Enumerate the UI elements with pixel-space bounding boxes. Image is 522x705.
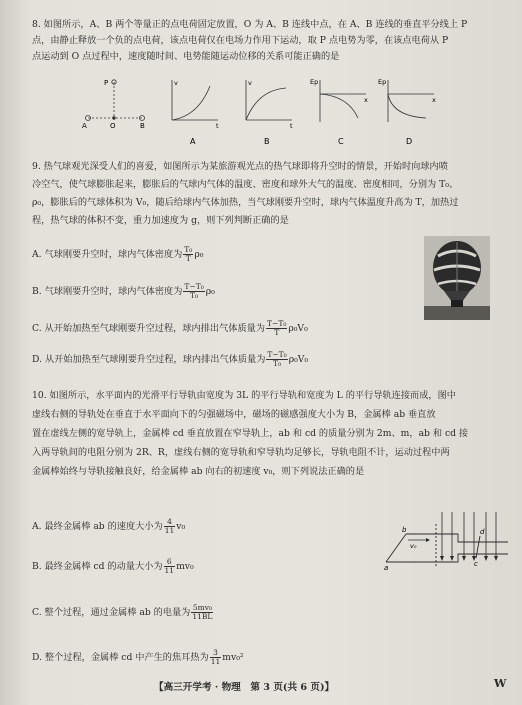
q10-option-c: C. 整个过程，通过金属棒 ab 的电量为 $\frac{\text{5mv₀}}{11BL}$ xyxy=(32,603,213,621)
label-p: P xyxy=(104,79,109,87)
graph-a xyxy=(172,80,218,120)
q10-line1: 10. 如图所示，水平面内的光滑平行导轨由宽度为 3L 的平行导轨和宽度为 L 的平行导轨连接而成，图中 xyxy=(32,390,456,401)
charge-diagram xyxy=(86,80,145,121)
option-d-label: D xyxy=(406,137,413,146)
graph-c-ep: Ep xyxy=(310,78,319,86)
corner-mark: W xyxy=(494,677,507,690)
label-b-rail: b xyxy=(402,526,407,534)
option-c-label: C xyxy=(338,137,344,146)
q10-line5: 金属棒始终与导轨接触良好，给金属棒 ab 向右的初速度 v₀，则下列说法正确的是 xyxy=(32,466,365,477)
graph-a-t: t xyxy=(216,122,219,130)
graph-b xyxy=(246,80,292,120)
graph-c-x: x xyxy=(364,96,368,104)
page-footer: 【高三开学考 · 物理 第 3 页(共 6 页)】 xyxy=(154,682,335,693)
q9-line1: 9. 热气球观光深受人们的喜爱，如图所示为某旅游观光点的热气球即将升空时的情景，开始时向球内喷 xyxy=(32,161,448,172)
q9-option-b: B. 气球刚要升空时，球内气体密度为 $\frac{\text{T−T₀}}{\text{T₀}}$ ρ₀ xyxy=(32,282,215,300)
option-a-label: A xyxy=(190,137,196,146)
q8-line3: 点运动到 O 点过程中，速度随时间、电势能随运动位移的关系可能正确的是 xyxy=(32,51,340,62)
q10-option-a: A. 最终金属棒 ab 的速度大小为 $\frac{4}{11}$ v₀ xyxy=(32,517,186,535)
label-o: O xyxy=(110,122,116,130)
q10-line2: 虚线右侧的导轨处在垂直于水平面向下的匀强磁场中，磁场的磁感强度大小为 B，金属棒 ab 垂直放 xyxy=(32,409,436,420)
label-b: B xyxy=(140,122,145,130)
q9-line2: 冷空气，使气球膨胀起来，膨胀后的气球内气体的温度、密度和球外大气的温度、密度相同，分别为 T₀、 xyxy=(32,179,459,190)
q10-line3: 置在虚线左侧的宽导轨上，金属棒 cd 垂直放置在窄导轨上，ab 和 cd 的质量分别为 2m、m，ab 和 cd 接 xyxy=(32,428,469,439)
graph-d xyxy=(388,80,434,122)
label-a-rail: a xyxy=(384,564,389,572)
label-d-rail: d xyxy=(480,528,485,536)
label-c-rail: c xyxy=(474,560,478,568)
hot-air-balloon-photo xyxy=(424,236,490,320)
q8-line1: 8. 如图所示，A、B 两个等量正的点电荷固定放置，O 为 A、B 连线中点，在 A、B 连线的垂直平分线上 P xyxy=(32,19,468,30)
option-b-label: B xyxy=(264,137,270,146)
label-v0: v₀ xyxy=(410,542,417,550)
label-a: A xyxy=(82,122,87,130)
graph-b-t: t xyxy=(290,122,293,130)
q8-line2: 点，由静止释放一个负的点电荷，该点电荷仅在电场力作用下运动，取 P 点电势为零，在该点电荷从 P xyxy=(32,35,449,46)
q10-option-d: D. 整个过程，金属棒 cd 中产生的焦耳热为 $\frac{3}{11}$ mv₀² xyxy=(32,648,244,666)
q8-figures xyxy=(70,72,440,150)
q9-line3: ρ₀，膨胀后的气球体积为 V₀，随后给球内气体加热，当气球刚要升空时，球内气体温度升高为 T，加热过 xyxy=(32,197,459,208)
q9-option-a: A. 气球刚要升空时，球内气体密度为 $\frac{\text{T₀}}{T}$ ρ₀ xyxy=(32,245,204,263)
q9-line4: 程，热气球的体积不变，重力加速度为 g，则下列判断正确的是 xyxy=(32,215,289,226)
graph-d-ep: Ep xyxy=(378,78,387,86)
rail-diagram xyxy=(384,506,510,574)
graph-c xyxy=(320,80,366,122)
q10-line4: 入两导轨间的电阻分别为 2R、R，虚线右侧的宽导轨和窄导轨均足够长，导轨电阻不计，运动过程中两 xyxy=(32,447,450,458)
q10-option-b: B. 最终金属棒 cd 的动量大小为 $\frac{6}{11}$ mv₀ xyxy=(32,557,194,575)
q9-option-d: D. 从开始加热至气球刚要升空过程，球内排出气体质量为 $\frac{\text{T−T₀}}{\text{T₀}}$ ρ₀V₀ xyxy=(32,350,309,368)
graph-b-v: v xyxy=(248,79,252,87)
q9-option-c: C. 从开始加热至气球刚要升空过程，球内排出气体质量为 $\frac{\text{T−T₀}}{T}$ ρ₀V₀ xyxy=(32,319,308,337)
graph-a-v: v xyxy=(174,79,178,87)
graph-d-x: x xyxy=(432,96,436,104)
